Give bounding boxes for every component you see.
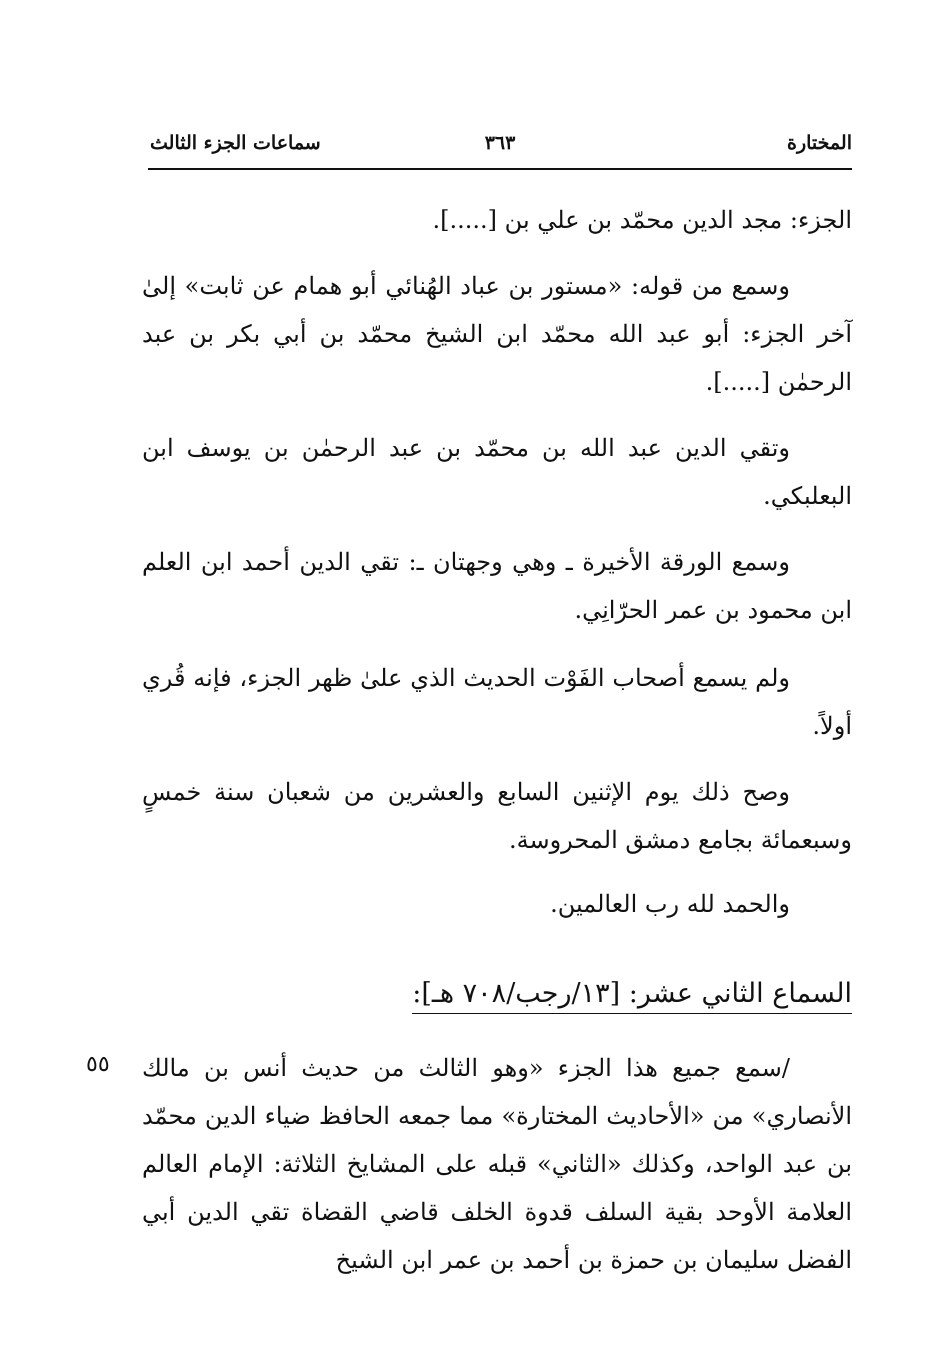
manuscript-folio-number: ٥٥ xyxy=(86,1052,110,1077)
header-book-title: المختارة xyxy=(787,132,852,154)
page-number: ٣٦٣ xyxy=(484,132,516,154)
header-divider xyxy=(148,168,852,170)
paragraph-juz: الجزء: مجد الدين محمّد بن علي بن [.....]. xyxy=(432,206,852,234)
paragraph-sama-qawlihi: وسمع من قوله: «مستور بن عباد الهُنائي أبو همام عن ثابت» إلىٰ آخر الجزء: أبو عبد الله محمّد ابن الشيخ محمّد بن أبي بكر بن عبد الرحمٰن [.....]. xyxy=(142,272,852,396)
section-paragraph: /سمع جميع هذا الجزء «وهو الثالث من حديث أنس بن مالك الأنصاري» من «الأحاديث المختارة» مما جمعه الحافظ ضياء الدين محمّد بن عبد الواحد، وكذلك «الثاني» قبله على المشايخ الثلاثة: الإمام العالم العلامة الأوحد بقية السلف قدوة الخلف قاضي القضاة تقي الدين أبي الفضل سليمان بن حمزة بن أحمد بن عمر ابن الشيخ xyxy=(142,1054,852,1274)
paragraph-taqi-aldin: وتقي الدين عبد الله بن محمّد بن عبد الرحمٰن بن يوسف ابن البعلبكي. xyxy=(142,434,852,510)
paragraph-waraqa-akhira: وسمع الورقة الأخيرة ـ وهي وجهتان ـ: تقي الدين أحمد ابن العلم ابن محمود بن عمر الحرّانِي. xyxy=(142,548,852,624)
section-heading: السماع الثاني عشر: [١٣/رجب/٧٠٨ هـ]: xyxy=(412,978,852,1014)
paragraph-alhamdulillah: والحمد لله رب العالمين. xyxy=(550,890,790,918)
paragraph-ashab-alfawt: ولم يسمع أصحاب الفَوْت الحديث الذي علىٰ ظهر الجزء، فإنه قُري أولاً. xyxy=(142,664,852,740)
running-header xyxy=(148,128,852,166)
header-section-title: سماعات الجزء الثالث xyxy=(150,132,321,154)
paragraph-sahh-dhalik: وصح ذلك يوم الإثنين السابع والعشرين من شعبان سنة خمسٍ وسبعمائة بجامع دمشق المحروسة. xyxy=(142,778,852,854)
